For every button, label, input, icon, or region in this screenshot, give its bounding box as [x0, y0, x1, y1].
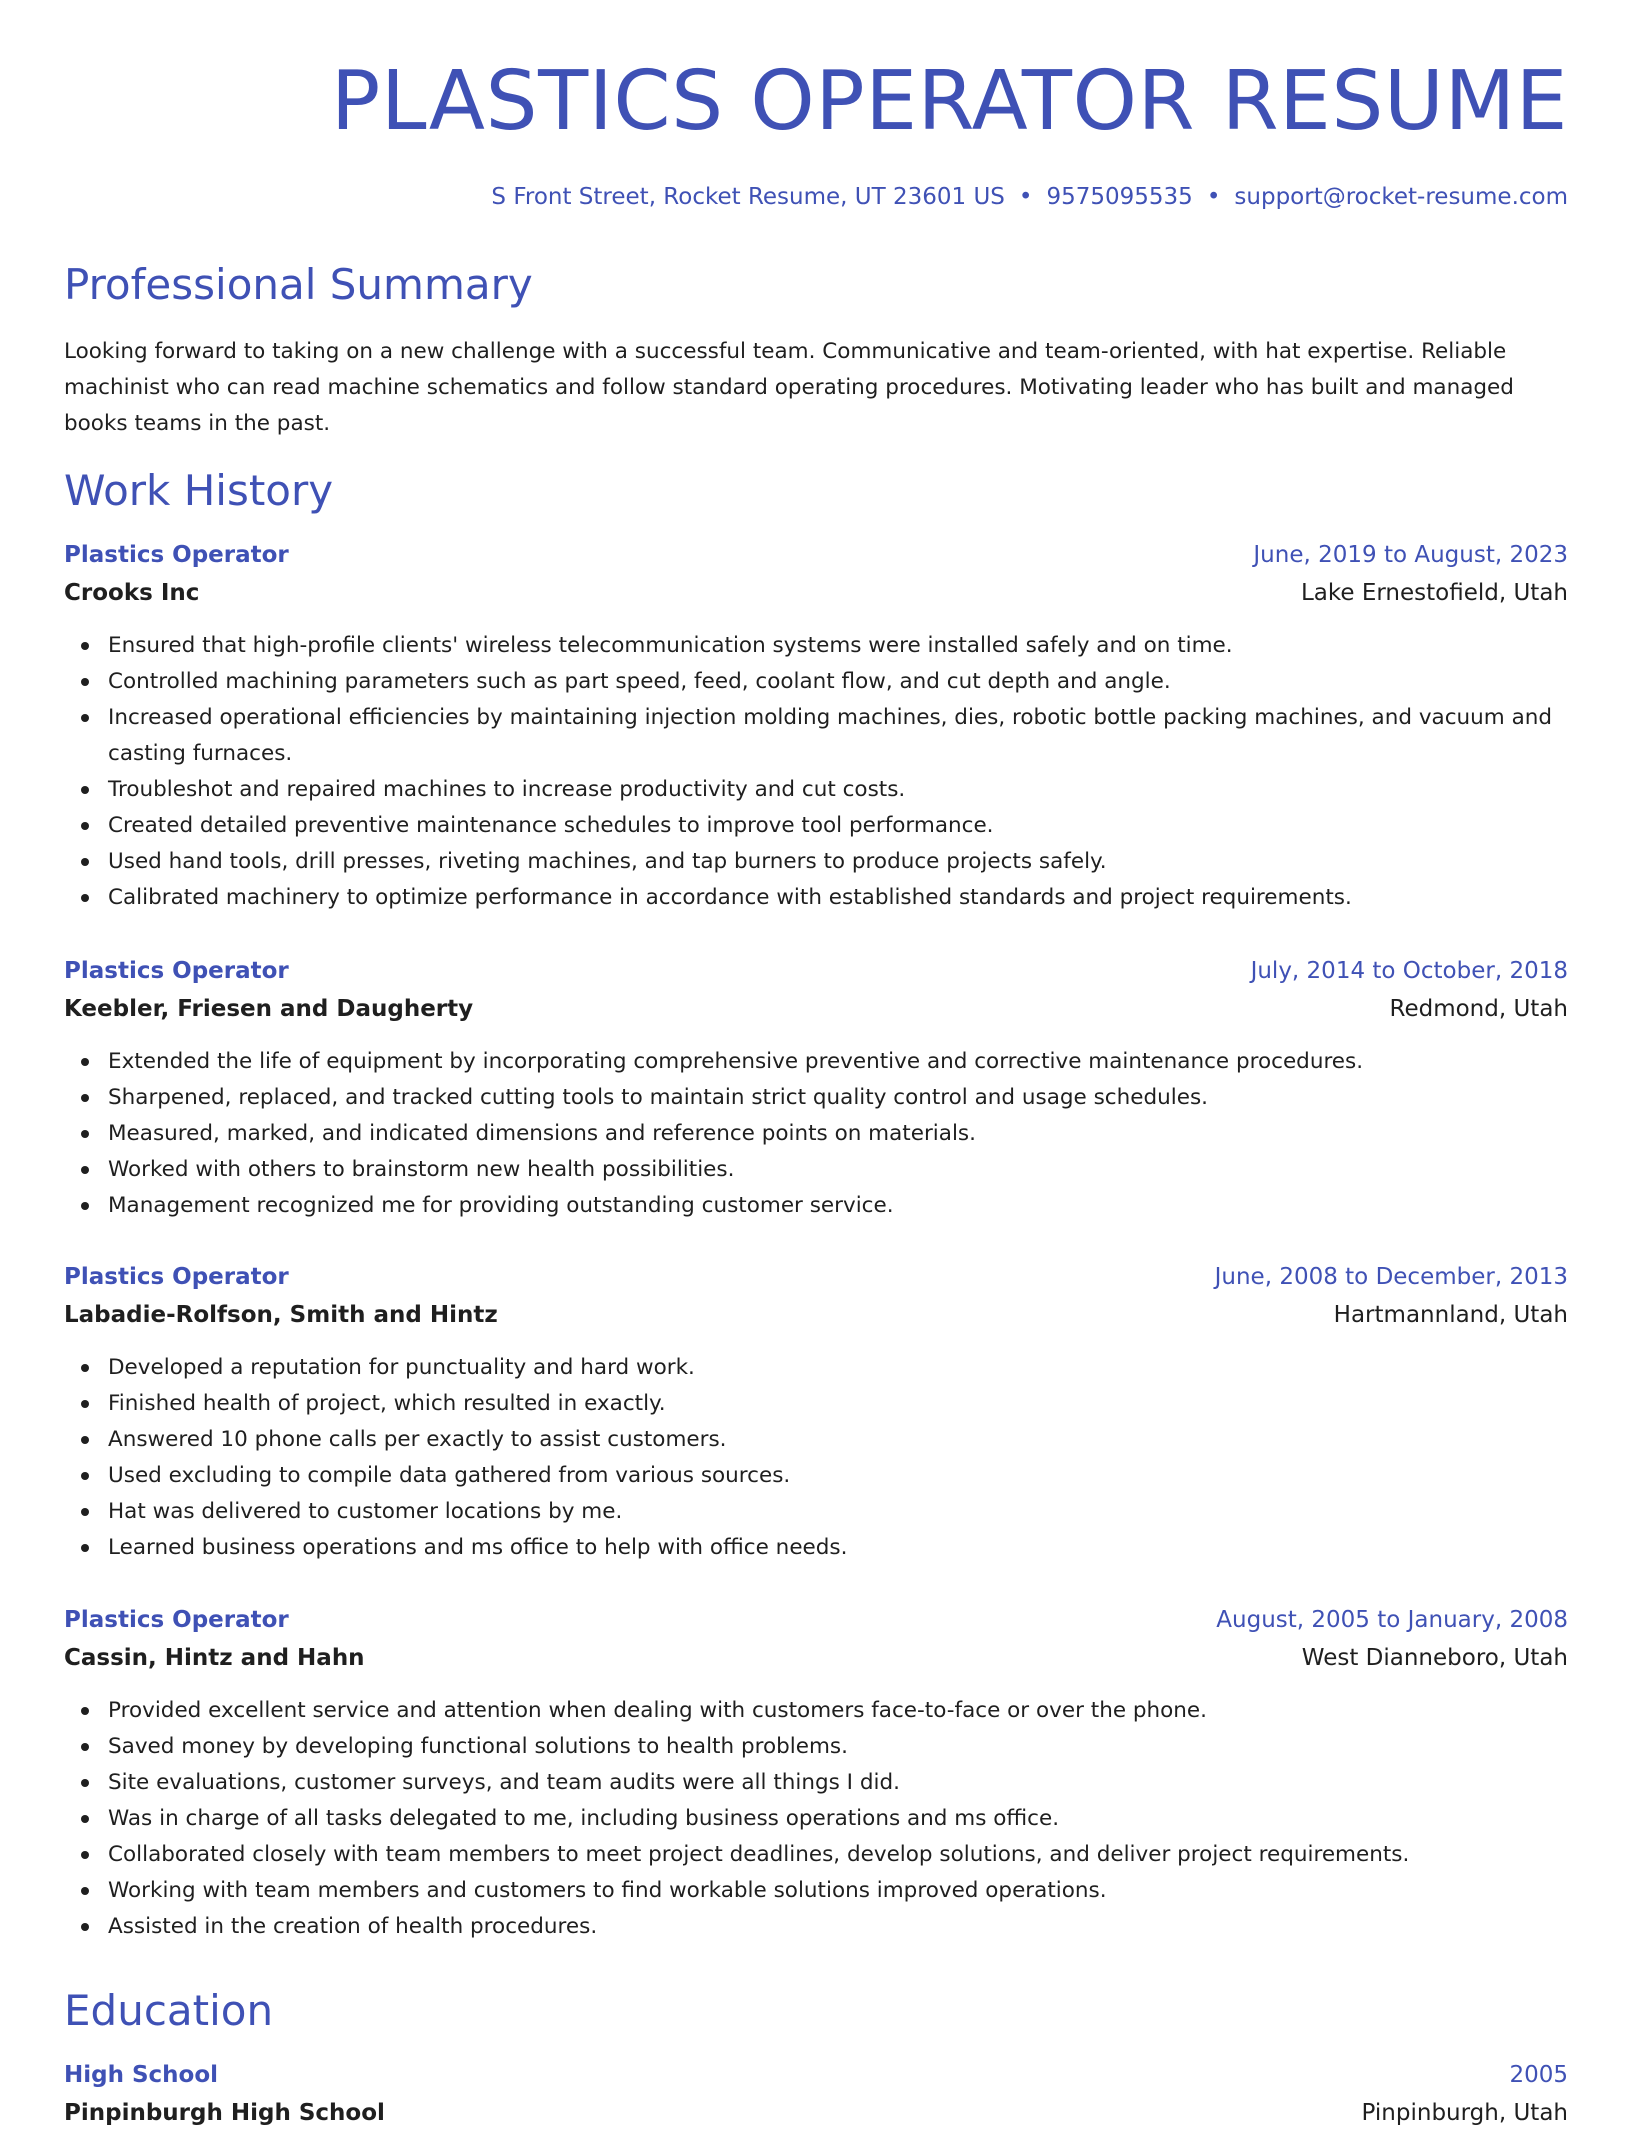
job-bullet [64, 1080, 1568, 1116]
job-bullet [64, 772, 1568, 808]
job-bullet [64, 808, 1568, 844]
education-school: Pinpinburgh High School [64, 2100, 385, 2126]
job-bullet [64, 1422, 1568, 1458]
bullet-dot-icon [81, 1887, 89, 1895]
bullet-text: Used excluding to compile data gathered from various sources. [108, 1463, 791, 1488]
bullet-dot-icon [81, 1202, 89, 1210]
education-degree: High School [64, 2062, 219, 2088]
job-bullet [64, 1152, 1568, 1188]
bullet-dot-icon [81, 678, 89, 686]
job-header-row [64, 1601, 1568, 1639]
bullet-dot-icon [81, 822, 89, 830]
job-role: Plastics Operator [64, 542, 289, 568]
job-bullet [64, 1494, 1568, 1530]
job-location: Redmond, Utah [1389, 996, 1568, 1022]
bullet-text: Provided excellent service and attention when dealing with customers face-to-face or over the phone. [108, 1698, 1207, 1723]
job-entry [64, 1601, 1568, 1945]
bullet-dot-icon [81, 1707, 89, 1715]
bullet-text: Developed a reputation for punctuality and hard work. [108, 1355, 695, 1380]
job-bullet [64, 1350, 1568, 1386]
job-bullet [64, 1873, 1568, 1909]
bullet-dot-icon [81, 1400, 89, 1408]
bullet-dot-icon [81, 858, 89, 866]
job-company-row [64, 1639, 1568, 1677]
bullet-dot-icon [81, 894, 89, 902]
job-location: West Dianneboro, Utah [1301, 1645, 1568, 1671]
work-history-heading: Work History [64, 466, 334, 515]
job-company: Keebler, Friesen and Daugherty [64, 996, 474, 1022]
job-bullets [64, 1044, 1568, 1224]
job-dates: June, 2019 to August, 2023 [1253, 542, 1568, 568]
bullet-text: Extended the life of equipment by incorporating comprehensive preventive and corrective maintenance procedures. [108, 1049, 1364, 1074]
job-bullets [64, 1350, 1568, 1566]
bullet-text: Saved money by developing functional solutions to health problems. [108, 1734, 848, 1759]
bullet-text: Sharpened, replaced, and tracked cutting tools to maintain strict quality control and usage schedules. [108, 1085, 1208, 1110]
job-bullet [64, 844, 1568, 880]
bullet-text: Management recognized me for providing outstanding customer service. [108, 1193, 894, 1218]
job-role: Plastics Operator [64, 1607, 289, 1633]
job-bullet [64, 1530, 1568, 1566]
bullet-dot-icon [81, 1923, 89, 1931]
job-bullet [64, 880, 1568, 916]
bullet-text: Site evaluations, customer surveys, and team audits were all things I did. [108, 1770, 900, 1795]
job-entry [64, 536, 1568, 916]
bullet-text: Working with team members and customers to find workable solutions improved operations. [108, 1878, 1107, 1903]
education-header-row [64, 2056, 1568, 2094]
bullet-text: Used hand tools, drill presses, riveting machines, and tap burners to produce projects safely. [108, 849, 1107, 874]
bullet-text: Worked with others to brainstorm new health possibilities. [108, 1157, 735, 1182]
bullet-dot-icon [81, 1058, 89, 1066]
job-bullet [64, 1801, 1568, 1837]
bullet-text: Was in charge of all tasks delegated to me, including business operations and ms office. [108, 1806, 1060, 1831]
bullet-dot-icon [81, 1508, 89, 1516]
job-entry [64, 1258, 1568, 1566]
contact-separator: • [1206, 184, 1221, 210]
job-bullet [64, 1044, 1568, 1080]
bullet-dot-icon [81, 1130, 89, 1138]
job-entry [64, 952, 1568, 1224]
contact-separator: • [1018, 184, 1033, 210]
job-bullet [64, 1729, 1568, 1765]
bullet-text: Learned business operations and ms office to help with office needs. [108, 1535, 848, 1560]
job-bullets [64, 628, 1568, 916]
job-role: Plastics Operator [64, 1264, 289, 1290]
education-entry [64, 2056, 1568, 2132]
bullet-text: Measured, marked, and indicated dimensions and reference points on materials. [108, 1121, 976, 1146]
bullet-dot-icon [81, 1851, 89, 1859]
summary-heading: Professional Summary [64, 260, 533, 309]
job-bullet [64, 1909, 1568, 1945]
bullet-dot-icon [81, 1166, 89, 1174]
bullet-text: Calibrated machinery to optimize performance in accordance with established standards and project requirements. [108, 885, 1352, 910]
bullet-dot-icon [81, 1436, 89, 1444]
job-header-row [64, 536, 1568, 574]
contact-phone: 9575095535 [1046, 184, 1193, 210]
job-location: Hartmannland, Utah [1333, 1302, 1568, 1328]
summary-text: Looking forward to taking on a new challenge with a successful team. Communicative and team-oriented, with hat expertise. Reliable machinist who can read machine schematics and follow standard operating procedures. Motivating leader who has built and managed books teams in the past. [64, 339, 1514, 436]
job-header-row [64, 1258, 1568, 1296]
education-location: Pinpinburgh, Utah [1361, 2100, 1568, 2126]
contact-line [491, 180, 1568, 214]
bullet-text: Hat was delivered to customer locations by me. [108, 1499, 623, 1524]
bullet-dot-icon [81, 1544, 89, 1552]
bullet-text: Increased operational efficiencies by maintaining injection molding machines, dies, robotic bottle packing machines, and vacuum and casting furnaces. [108, 705, 1553, 766]
job-bullet [64, 1458, 1568, 1494]
bullet-text: Troubleshot and repaired machines to increase productivity and cut costs. [108, 777, 906, 802]
job-header-row [64, 952, 1568, 990]
education-school-row [64, 2094, 1568, 2132]
job-dates: August, 2005 to January, 2008 [1216, 1607, 1568, 1633]
bullet-text: Controlled machining parameters such as part speed, feed, coolant flow, and cut depth and angle. [108, 669, 1171, 694]
resume-title: PLASTICS OPERATOR RESUME [330, 54, 1568, 149]
bullet-dot-icon [81, 786, 89, 794]
bullet-text: Finished health of project, which resulted in exactly. [108, 1391, 666, 1416]
bullet-dot-icon [81, 642, 89, 650]
job-company: Crooks Inc [64, 580, 200, 606]
job-bullet [64, 1837, 1568, 1873]
bullet-text: Ensured that high-profile clients' wireless telecommunication systems were installed safely and on time. [108, 633, 1233, 658]
job-bullet [64, 700, 1568, 772]
contact-email: support@rocket-resume.com [1234, 184, 1568, 210]
contact-address: S Front Street, Rocket Resume, UT 23601 US [491, 184, 1005, 210]
job-bullet [64, 1386, 1568, 1422]
job-bullet [64, 628, 1568, 664]
bullet-text: Collaborated closely with team members to meet project deadlines, develop solutions, and deliver project requirements. [108, 1842, 1410, 1867]
bullet-dot-icon [81, 714, 89, 722]
job-dates: July, 2014 to October, 2018 [1250, 958, 1568, 984]
job-bullet [64, 1188, 1568, 1224]
job-role: Plastics Operator [64, 958, 289, 984]
bullet-text: Answered 10 phone calls per exactly to assist customers. [108, 1427, 727, 1452]
job-bullet [64, 1765, 1568, 1801]
bullet-dot-icon [81, 1364, 89, 1372]
job-bullets [64, 1693, 1568, 1945]
job-company-row [64, 1296, 1568, 1334]
education-heading: Education [64, 1986, 274, 2035]
job-bullet [64, 1693, 1568, 1729]
job-company: Labadie-Rolfson, Smith and Hintz [64, 1302, 498, 1328]
bullet-dot-icon [81, 1472, 89, 1480]
job-dates: June, 2008 to December, 2013 [1214, 1264, 1568, 1290]
bullet-dot-icon [81, 1815, 89, 1823]
bullet-dot-icon [81, 1743, 89, 1751]
job-location: Lake Ernestofield, Utah [1300, 580, 1568, 606]
bullet-text: Assisted in the creation of health procedures. [108, 1914, 598, 1939]
bullet-dot-icon [81, 1094, 89, 1102]
job-bullet [64, 664, 1568, 700]
bullet-dot-icon [81, 1779, 89, 1787]
job-company-row [64, 574, 1568, 612]
job-company: Cassin, Hintz and Hahn [64, 1645, 365, 1671]
job-company-row [64, 990, 1568, 1028]
bullet-text: Created detailed preventive maintenance schedules to improve tool performance. [108, 813, 994, 838]
education-year: 2005 [1509, 2062, 1568, 2088]
job-bullet [64, 1116, 1568, 1152]
